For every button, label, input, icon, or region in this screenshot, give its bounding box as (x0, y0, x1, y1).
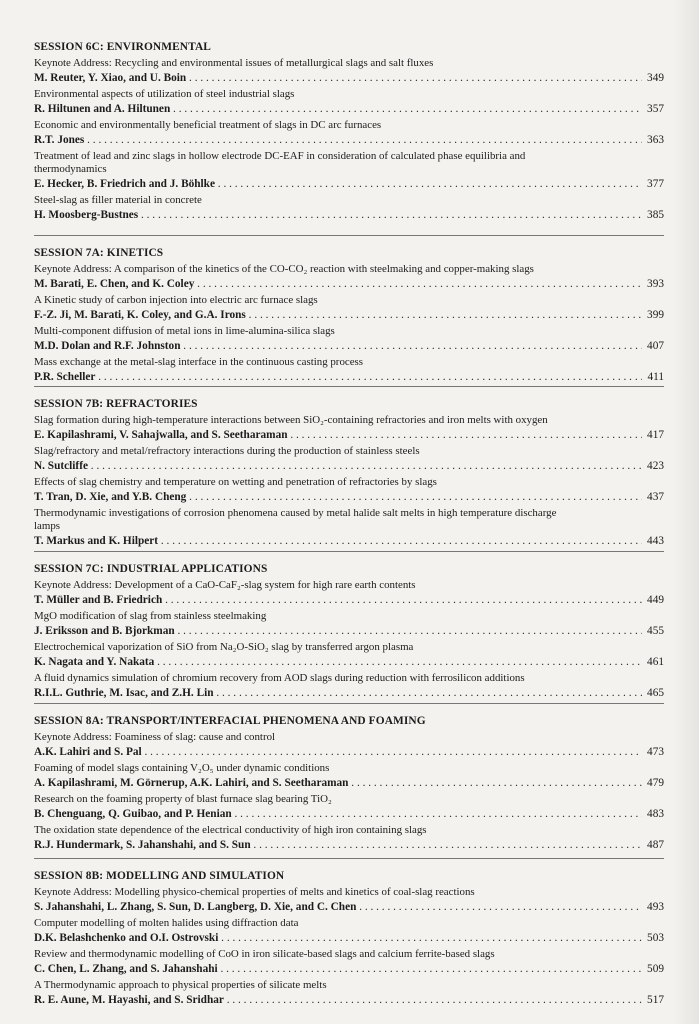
author-row (34, 70, 664, 86)
paper-authors: N. Sutcliffe . . . (34, 458, 664, 474)
author-row (34, 369, 664, 385)
paper-title: A Thermodynamic approach to physical properties of silicate melts (34, 979, 327, 991)
author-row (34, 806, 664, 822)
paper-authors: K. Nagata and Y. Nakata . . . (34, 654, 664, 670)
paper-authors: J. Eriksson and B. Bjorkman . . . (34, 623, 664, 639)
toc-entry[interactable] (34, 731, 664, 760)
paper-authors: R. Hiltunen and A. Hiltunen . . . (34, 101, 664, 117)
paper-title: Keynote Address: Foaminess of slag: cause and control (34, 731, 276, 743)
toc-entry[interactable] (34, 119, 664, 148)
page-number: 399 (642, 307, 664, 323)
author-row (34, 775, 664, 791)
toc-entry[interactable] (34, 886, 664, 915)
author-row (34, 930, 664, 946)
paper-authors: P.R. Scheller . . . (34, 369, 664, 385)
author-row (34, 427, 664, 443)
page-number: 487 (642, 837, 664, 853)
toc-entry[interactable] (34, 579, 664, 608)
toc-entry[interactable] (34, 150, 664, 192)
paper-title: Thermodynamic investigations of corrosion phenomena caused by metal halide salt melts in high temperature discharge lamps (34, 507, 557, 532)
paper-authors: R.J. Hundermark, S. Jahanshahi, and S. Sun . . . (34, 837, 664, 853)
paper-authors: E. Kapilashrami, V. Sahajwalla, and S. Seetharaman . . . (34, 427, 664, 443)
paper-title: Foaming of model slags containing V₂O₅ under dynamic conditions (34, 762, 330, 774)
page-number: 393 (642, 276, 664, 292)
page-number: 509 (642, 961, 664, 977)
author-row (34, 307, 664, 323)
page-number: 461 (642, 654, 664, 670)
toc-entry[interactable] (34, 762, 664, 791)
paper-title: Economic and environmentally beneficial treatment of slags in DC arc furnaces (34, 119, 382, 131)
page-number: 449 (642, 592, 664, 608)
toc-entry[interactable] (34, 507, 664, 549)
page-number: 357 (642, 101, 664, 117)
paper-title: Keynote Address: Development of a CaO-CaF₂-slag system for high rare earth contents (34, 579, 416, 591)
page-number: 479 (642, 775, 664, 791)
paper-authors: A.K. Lahiri and S. Pal . . . (34, 744, 664, 760)
paper-title: Slag formation during high-temperature interactions between SiO₂-containing refractories and iron melts with oxygen (34, 414, 548, 426)
session-heading: SESSION 7C: INDUSTRIAL APPLICATIONS (34, 563, 268, 575)
toc-entry[interactable] (34, 294, 664, 323)
page-number: 517 (642, 992, 664, 1008)
author-row (34, 837, 664, 853)
paper-title: Treatment of lead and zinc slags in hollow electrode DC-EAF in consideration of calculated phase equilibria and thermodynamics (34, 150, 526, 175)
page-number: 417 (642, 427, 664, 443)
session-heading: SESSION 8B: MODELLING AND SIMULATION (34, 870, 285, 882)
author-row (34, 992, 664, 1008)
author-row (34, 338, 664, 354)
author-row (34, 276, 664, 292)
paper-authors: E. Hecker, B. Friedrich and J. Böhlke . . . (34, 176, 664, 192)
paper-title: Electrochemical vaporization of SiO from Na₂O-SiO₂ slag by transferred argon plasma (34, 641, 414, 653)
session-section (34, 551, 664, 703)
session-heading: SESSION 8A: TRANSPORT/INTERFACIAL PHENOMENA AND FOAMING (34, 715, 426, 727)
toc-entry[interactable] (34, 610, 664, 639)
author-row (34, 176, 664, 192)
toc-entry[interactable] (34, 445, 664, 474)
paper-title: Review and thermodynamic modelling of CoO in iron silicate-based slags and calcium ferrite-based slags (34, 948, 495, 960)
paper-title: Multi-component diffusion of metal ions in lime-alumina-silica slags (34, 325, 335, 337)
paper-title: Research on the foaming property of blast furnace slag bearing TiO₂ (34, 793, 332, 805)
author-row (34, 458, 664, 474)
paper-authors: T. Markus and K. Hilpert . . . (34, 533, 664, 549)
toc-entry[interactable] (34, 948, 664, 977)
author-row (34, 685, 664, 701)
paper-title: Mass exchange at the metal-slag interface in the continuous casting process (34, 356, 364, 368)
toc-entry[interactable] (34, 194, 664, 223)
paper-title: Keynote Address: Modelling physico-chemical properties of melts and kinetics of coal-slag reactions (34, 886, 475, 898)
session-heading: SESSION 7B: REFRACTORIES (34, 398, 198, 410)
paper-authors: A. Kapilashrami, M. Görnerup, A.K. Lahiri, and S. Seetharaman . . . (34, 775, 664, 791)
paper-title: MgO modification of slag from stainless steelmaking (34, 610, 267, 622)
toc-entry[interactable] (34, 57, 664, 86)
page-number: 411 (642, 369, 664, 385)
paper-authors: R.T. Jones . . . (34, 132, 664, 148)
paper-title: Computer modelling of molten halides using diffraction data (34, 917, 299, 929)
page-number: 423 (642, 458, 664, 474)
toc-entry[interactable] (34, 356, 664, 385)
page-number: 377 (642, 176, 664, 192)
paper-authors: F.-Z. Ji, M. Barati, K. Coley, and G.A. Irons . . . (34, 307, 664, 323)
page-number: 407 (642, 338, 664, 354)
page-number: 455 (642, 623, 664, 639)
page-number: 349 (642, 70, 664, 86)
paper-title: Steel-slag as filler material in concrete (34, 194, 202, 206)
toc-entry[interactable] (34, 793, 664, 822)
author-row (34, 101, 664, 117)
page-number: 363 (642, 132, 664, 148)
author-row (34, 899, 664, 915)
session-section (34, 858, 664, 1010)
toc-entry[interactable] (34, 824, 664, 853)
paper-authors: C. Chen, L. Zhang, and S. Jahanshahi . . . (34, 961, 664, 977)
page-number: 503 (642, 930, 664, 946)
author-row (34, 744, 664, 760)
page-number: 465 (642, 685, 664, 701)
session-section (34, 40, 664, 225)
paper-authors: B. Chenguang, Q. Guibao, and P. Henian . . . (34, 806, 664, 822)
paper-authors: R.I.L. Guthrie, M. Isac, and Z.H. Lin . . . (34, 685, 664, 701)
paper-title: Slag/refractory and metal/refractory interactions during the production of stainless steels (34, 445, 420, 457)
page-number: 385 (642, 207, 664, 223)
author-row (34, 489, 664, 505)
toc-entry[interactable] (34, 325, 664, 354)
paper-authors: M. Barati, E. Chen, and K. Coley . . . (34, 276, 664, 292)
author-row (34, 533, 664, 549)
paper-title: Environmental aspects of utilization of steel industrial slags (34, 88, 295, 100)
toc-entry[interactable] (34, 476, 664, 505)
author-row (34, 654, 664, 670)
toc-entry[interactable] (34, 641, 664, 670)
author-row (34, 132, 664, 148)
page-number: 437 (642, 489, 664, 505)
author-row (34, 207, 664, 223)
page-number: 473 (642, 744, 664, 760)
toc-entry[interactable] (34, 263, 664, 292)
session-heading: SESSION 7A: KINETICS (34, 247, 164, 259)
paper-authors: D.K. Belashchenko and O.I. Ostrovski . . . (34, 930, 664, 946)
paper-authors: S. Jahanshahi, L. Zhang, S. Sun, D. Langberg, D. Xie, and C. Chen . . . (34, 899, 664, 915)
toc-entry[interactable] (34, 88, 664, 117)
paper-title: Keynote Address: Recycling and environmental issues of metallurgical slags and salt fluxes (34, 57, 434, 69)
paper-authors: M. Reuter, Y. Xiao, and U. Boin . . . (34, 70, 664, 86)
toc-entry[interactable] (34, 414, 664, 443)
paper-title: A Kinetic study of carbon injection into electric arc furnace slags (34, 294, 318, 306)
author-row (34, 961, 664, 977)
paper-authors: H. Moosberg-Bustnes . . . (34, 207, 664, 223)
paper-authors: T. Tran, D. Xie, and Y.B. Cheng . . . (34, 489, 664, 505)
author-row (34, 592, 664, 608)
page-number: 493 (642, 899, 664, 915)
session-section (34, 235, 664, 387)
paper-authors: R. E. Aune, M. Hayashi, and S. Sridhar . . . (34, 992, 664, 1008)
paper-authors: M.D. Dolan and R.F. Johnston . . . (34, 338, 664, 354)
author-row (34, 623, 664, 639)
toc-entry[interactable] (34, 917, 664, 946)
session-section (34, 386, 664, 551)
paper-title: Keynote Address: A comparison of the kinetics of the CO-CO₂ reaction with steelmaking and copper-making slags (34, 263, 534, 275)
toc-entry[interactable] (34, 979, 664, 1008)
paper-authors: T. Müller and B. Friedrich . . . (34, 592, 664, 608)
page-number: 483 (642, 806, 664, 822)
page-number: 443 (642, 533, 664, 549)
paper-title: The oxidation state dependence of the electrical conductivity of high iron containing slags (34, 824, 427, 836)
paper-title: A fluid dynamics simulation of chromium recovery from AOD slags during reduction with ferrosilicon additions (34, 672, 525, 684)
session-section (34, 703, 664, 855)
session-heading: SESSION 6C: ENVIRONMENTAL (34, 41, 211, 53)
paper-title: Effects of slag chemistry and temperature on wetting and penetration of refractories by slags (34, 476, 437, 488)
toc-entry[interactable] (34, 672, 664, 701)
